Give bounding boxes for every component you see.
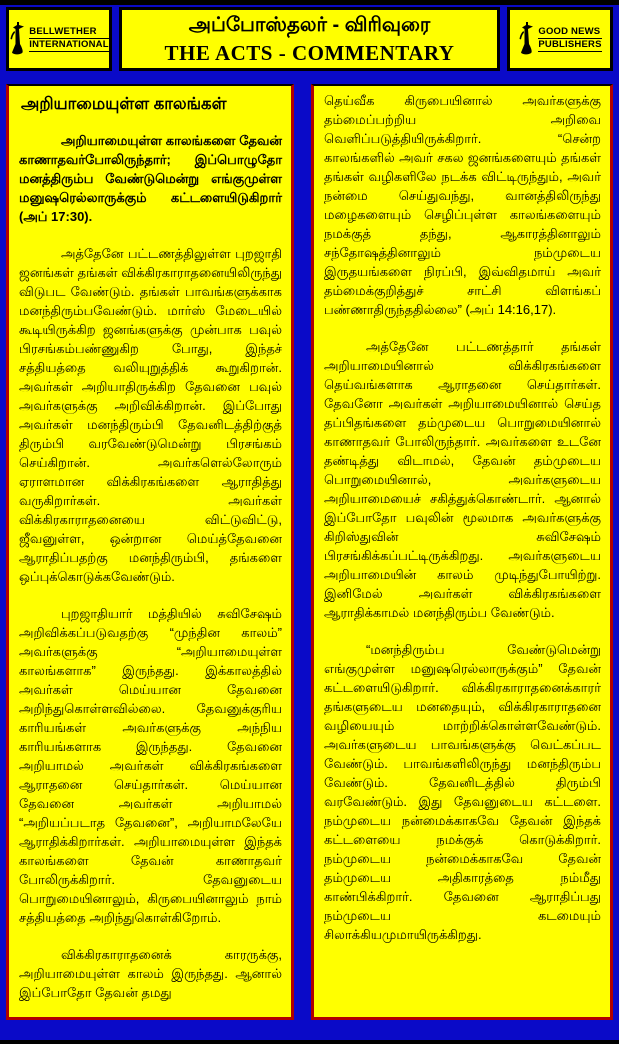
- header: [6, 7, 613, 71]
- good-news-publishers-logo-line2: PUBLISHERS: [538, 39, 602, 50]
- page-title-english: THE ACTS - COMMENTARY: [164, 41, 455, 65]
- good-news-publishers-logo-text: [538, 26, 601, 52]
- body-paragraph: அத்தேனே பட்டணத்திலுள்ள புறஜாதி ஜனங்கள் தங்கள் விக்கிரகாராதனையிலிருந்து விடுபட வேண்டும். தங்கள் பாவங்களுக்காக மனந்திரும்பவேண்டும். மார்ஸ் மேடையில் கூடியிருக்கிற ஜனங்களுக்கு முன்பாக பவுல் பிரசங்கம்பண்ணுகிற போது, இந்தச் சத்தியத்தை வலியுறுத்திக் கூறுகிறான். அவர்கள் அறியாதிருக்கிற தேவனை பவுல் அவர்களுக்கு அறிவிக்கிறான். இப்போது அவர்கள் மனந்திரும்பி தேவனிடத்திற்குத் திரும்பி வரவேண்டுமென்று பிரசங்கம் செய்கிறான். அவர்களெல்லோரும் ஏராளமான விக்கிரகங்களை ஆராதித்து வருகிறார்கள். அவர்கள் விக்கிரகாராதனையை விட்டுவிட்டு, ஜீவனுள்ள, ஒன்றான மெய்த்தேவனை ஆராதிப்பதற்கு மனந்திரும்பி, தங்களை ஒப்புக்கொடுக்கவேண்டும்.: [19, 246, 282, 584]
- bellwether-logo: [6, 7, 112, 71]
- bellwether-figure-icon: [9, 21, 26, 57]
- section-heading: அறியாமையுள்ள காலங்கள்: [21, 95, 227, 113]
- body-paragraph: அத்தேனே பட்டணத்தார் தங்கள் அறியாமையினால் விக்கிரகங்களை தெய்வங்களாக ஆராதனை செய்தார்கள். தேவனோ அவர்கள் அறியாமையினால் செய்த தப்பிதங்களை தம்முடைய பொறுமையினால் காணாதவர் போலிருந்தார். அவர்களை உடனே தண்டித்து விடாமல், தேவன் தம்முடைய பொறுமையினால், அவர்களுடைய அறியாமையைச் சகித்துக்கொண்டார். ஆனால் இப்போதோ பவுலின் மூலமாக அவர்களுக்கு கிறிஸ்துவின் சுவிசேஷம் பிரசங்கிக்கப்பட்டிருக்கிறது. அவர்களுடைய அறியாமையின் காலம் முடிந்துபோயிற்று. இனிமேல் அவர்கள் விக்கிரகங்களை ஆராதிக்காமல் மனந்திரும்ப வேண்டும்.: [324, 339, 601, 620]
- bellwether-logo-text: [29, 26, 108, 52]
- body-paragraph: “மனந்திரும்ப வேண்டுமென்று எங்குமுள்ள மனுஷரெல்லாருக்கும்” தேவன் கட்டளையிடுகிறார். விக்கிரகாராதனைக்காரர் தங்களுடைய மனதையும், விக்கிரகாராதனை வழியையும் மாற்றிக்கொள்ளவேண்டும். அவர்களுடைய பாவங்களுக்கு வெட்கப்பட வேண்டும். பாவங்களிலிருந்து மனந்திரும்ப வேண்டும். தேவனிடத்தில் திரும்பி வரவேண்டும். இது தேவனுடைய கட்டளை. நம்முடைய நன்மைக்காகவே தேவன் இந்தக் கட்டளையை நமக்குக் கொடுக்கிறார். நம்முடைய நன்மைக்காகவே தேவன் தம்முடைய அதிகாரத்தை நம்மீது காண்பிக்கிறார். தேவனை ஆராதிப்பது நம்முடைய கடமையும் சிலாக்கியமுமாயிருக்கிறது.: [324, 642, 601, 942]
- page-title-tamil: அப்போஸ்தலர் - விரிவுரை: [188, 14, 431, 36]
- good-news-publishers-figure-icon: [518, 21, 535, 57]
- body-paragraph: புறஜாதியார் மத்தியில் சுவிசேஷம் அறிவிக்கப்படுவதற்கு “முந்தின காலம்” அவர்களுக்கு “அறியாமையுள்ள காலங்களாக” இருந்தது. இக்காலத்தில் அவர்கள் மெய்யான தேவனை அறிந்துகொள்ளவில்லை. தேவனுக்குரிய காரியங்கள் அவர்களுக்கு அந்நிய காரியங்களாக இருந்தது. தேவனை அறியாமல் அவர்கள் விக்கிரகங்களை ஆராதனை செய்தார்கள். மெய்யான தேவனை அவர்கள் அறியாமல் “அறியப்படாத தேவனை”, அறியாமலேயே ஆராதிக்கிறார்கள். அறியாமையுள்ள இந்தக் காலங்களை தேவன் காணாதவர் போலிருக்கிறார். தேவனுடைய பொறுமையினாலும், கிருபையினாலும் நாம் சத்தியத்தை அறிந்துகொள்கிறோம்.: [19, 606, 282, 925]
- body-paragraph-continuation: தெய்வீக கிருபையினால் அவர்களுக்கு தம்மைப்பற்றிய அறிவை வெளிப்படுத்தியிருக்கிறார். “சென்ற காலங்களில் அவர் சகல ஜனங்களையும் தங்கள் தங்கள் வழிகளிலே நடக்க விட்டிருந்தும், அவர் நன்மை செய்துவந்து, வானத்திலிருந்து மழைகளையும் செழிப்புள்ள காலங்களையும் நமக்குத் தந்து, ஆகாரத்தினாலும் சந்தோஷத்தினாலும் நம்முடைய இருதயங்களை நிரப்பி, இவ்விதமாய் அவர் தம்மைக்குறித்துச் சாட்சி விளங்கப் பண்ணாதிருந்ததில்லை” (அப் 14:16,17).: [324, 93, 601, 317]
- body-paragraph: விக்கிரகாராதனைக் காரருக்கு, அறியாமையுள்ள காலம் இருந்தது. ஆனால் இப்போதோ தேவன் தமது: [19, 947, 282, 1000]
- right-column: [311, 84, 613, 1020]
- left-column: [6, 84, 294, 1020]
- title-box: [119, 7, 500, 71]
- good-news-publishers-logo-line1: GOOD NEWS: [538, 26, 601, 37]
- scripture-quote-paragraph: அறியாமையுள்ள காலங்களை தேவன் காணாதவர்போலிருந்தார்; இப்பொழுதோ மனத்திரும்ப வேண்டுமென்று எங்குமுள்ள மனுஷரெல்லாருக்கும் கட்டளையிடுகிறார் (அப் 17:30).: [19, 133, 282, 224]
- article-body: [6, 84, 613, 1020]
- bellwether-logo-line2: INTERNATIONAL: [29, 39, 109, 50]
- bellwether-logo-line1: BELLWETHER: [29, 26, 108, 39]
- good-news-publishers-logo: [507, 7, 613, 71]
